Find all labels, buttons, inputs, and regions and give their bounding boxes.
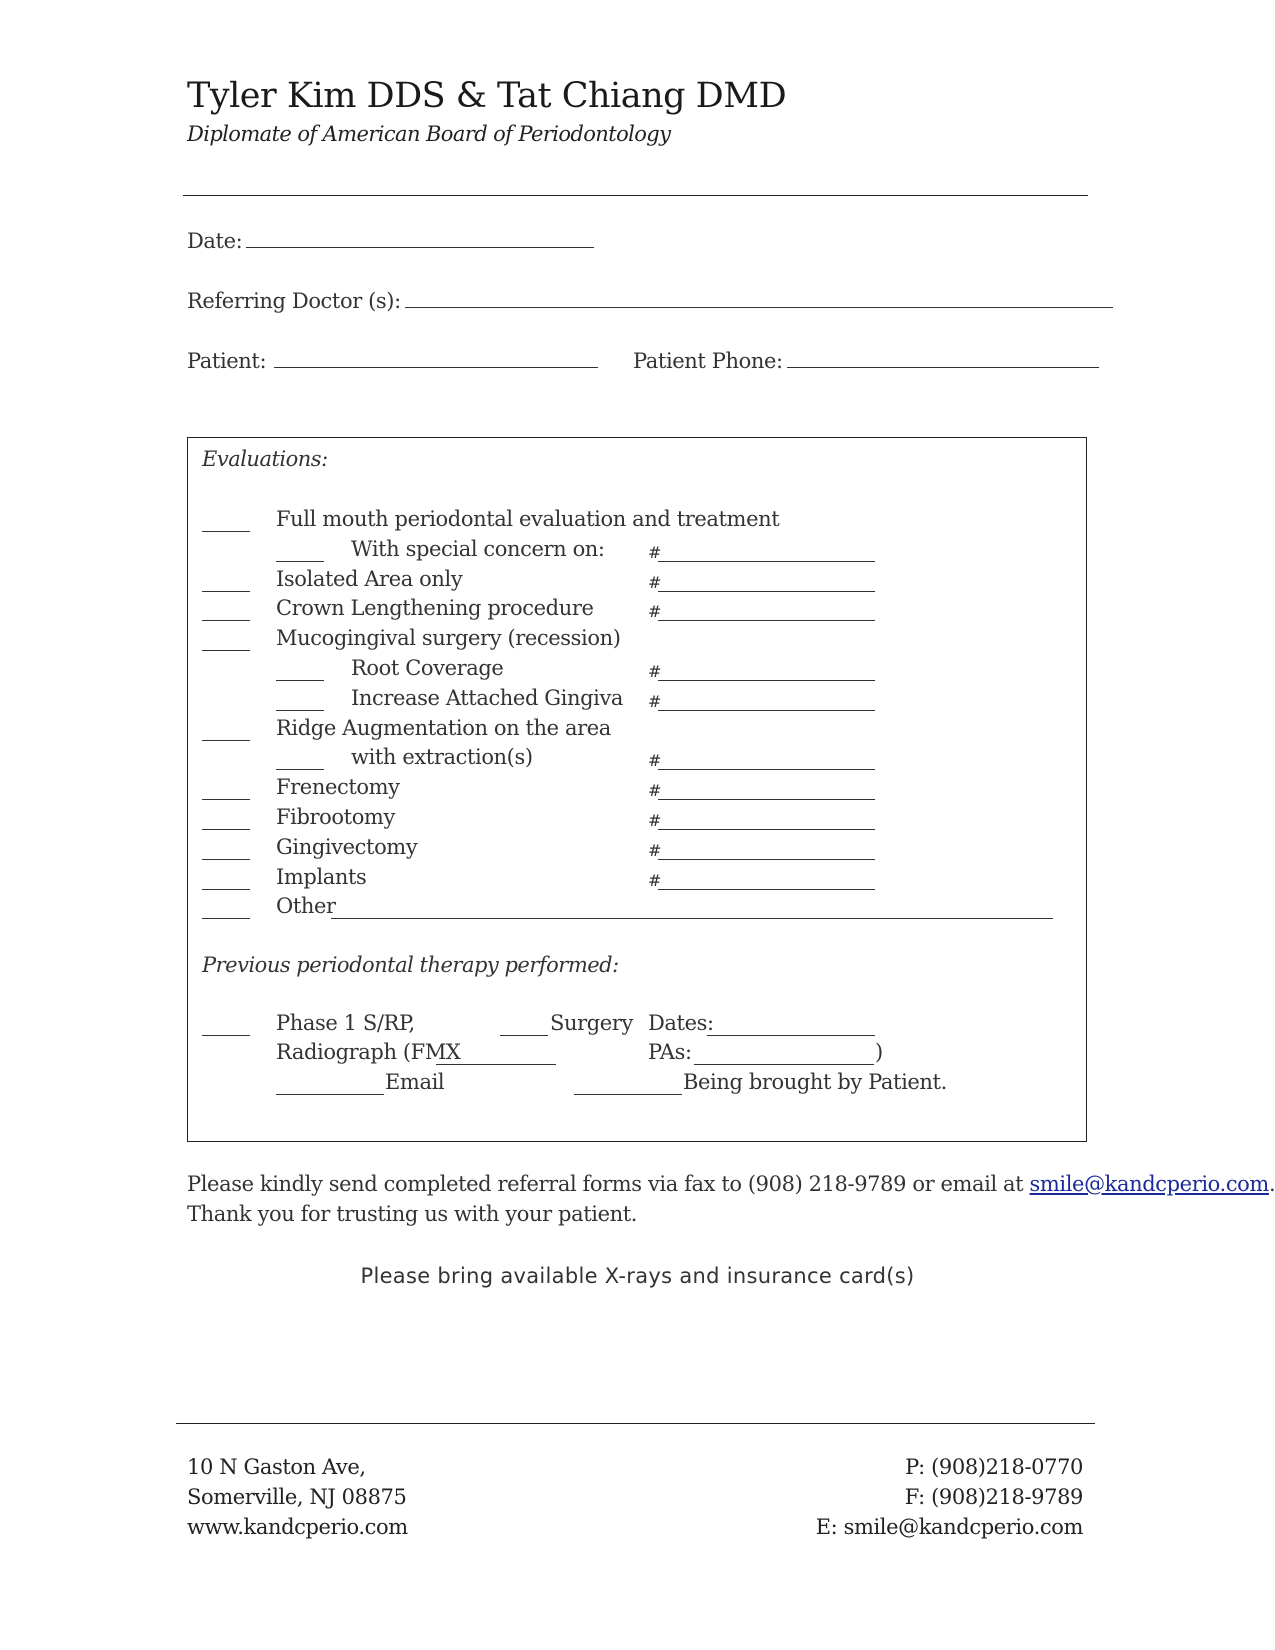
tooth-number-hash: #	[648, 840, 662, 860]
tooth-number-hash: #	[648, 870, 662, 890]
brought-checkbox-line[interactable]	[574, 1094, 682, 1095]
evaluation-checkbox-line[interactable]	[202, 531, 250, 532]
tooth-number-hash: #	[648, 781, 662, 801]
phase-label: Phase 1 S/RP,	[276, 1011, 415, 1035]
tooth-number-hash: #	[648, 751, 662, 771]
practice-subtitle: Diplomate of American Board of Periodontology	[187, 122, 671, 146]
tooth-number-input-line[interactable]	[658, 769, 875, 770]
footer-fax: F: (908)218-9789	[904, 1485, 1083, 1509]
tooth-number-input-line[interactable]	[658, 710, 875, 711]
radiograph-label: Radiograph (FMX	[276, 1040, 461, 1064]
evaluation-item-label: Crown Lengthening procedure	[276, 596, 594, 621]
footer-address-block	[187, 1452, 408, 1542]
evaluation-item-label: Isolated Area only	[276, 566, 463, 591]
tooth-number-input-line[interactable]	[658, 859, 875, 860]
evaluation-checkbox-line[interactable]	[202, 889, 250, 890]
footer-divider	[176, 1423, 1095, 1424]
tooth-number-hash: #	[648, 691, 662, 711]
evaluation-checkbox-line[interactable]	[276, 561, 324, 562]
footer-email: E: smile@kandcperio.com	[815, 1515, 1083, 1539]
email-option-label: Email	[385, 1070, 445, 1094]
previous-therapy-heading: Previous periodontal therapy performed:	[202, 953, 619, 977]
other-input-line[interactable]	[331, 918, 1053, 919]
evaluation-checkbox-line[interactable]	[276, 769, 324, 770]
evaluation-item-label: Implants	[276, 864, 367, 889]
tooth-number-hash: #	[648, 662, 662, 681]
dates-input-line[interactable]	[707, 1035, 875, 1036]
evaluation-item-label: Ridge Augmentation on the area	[276, 715, 611, 740]
tooth-number-input-line[interactable]	[658, 829, 875, 830]
evaluation-item-label: With special concern on:	[351, 536, 605, 561]
patient-label: Patient:	[187, 349, 267, 373]
tooth-number-hash: #	[648, 602, 662, 622]
pas-close-paren: )	[875, 1040, 883, 1064]
email-link[interactable]: smile@kandcperio.com	[1029, 1172, 1269, 1196]
evaluation-checkbox-line[interactable]	[202, 859, 250, 860]
date-label: Date:	[187, 229, 243, 253]
email-checkbox-line[interactable]	[276, 1094, 384, 1095]
evaluation-checkbox-line[interactable]	[202, 650, 250, 651]
patient-field	[187, 349, 598, 373]
evaluation-item-label: Root Coverage	[351, 656, 504, 680]
tooth-number-input-line[interactable]	[658, 799, 875, 800]
tooth-number-input-line[interactable]	[658, 591, 875, 592]
evaluation-checkbox-line[interactable]	[202, 829, 250, 830]
patient-phone-input-line[interactable]	[787, 366, 1099, 368]
referral-note-line1	[187, 1172, 1275, 1196]
tooth-number-input-line[interactable]	[658, 620, 875, 621]
evaluation-item-label: Frenectomy	[276, 775, 400, 800]
bring-xrays-notice: Please bring available X-rays and insurance card(s)	[360, 1264, 915, 1288]
phase-checkbox-line[interactable]	[202, 1035, 250, 1036]
evaluation-item-label: Gingivectomy	[276, 834, 418, 859]
referring-doctor-field	[187, 289, 1113, 313]
footer-contact-block	[816, 1452, 1083, 1542]
dates-label: Dates:	[648, 1011, 714, 1035]
referral-note-period: .	[1268, 1172, 1275, 1196]
evaluation-checkbox-line[interactable]	[202, 918, 250, 919]
date-field	[187, 229, 594, 253]
evaluation-checkbox-line[interactable]	[202, 591, 250, 592]
patient-input-line[interactable]	[274, 366, 598, 368]
tooth-number-hash: #	[648, 572, 662, 592]
footer-address-line1: 10 N Gaston Ave,	[187, 1455, 366, 1479]
practice-title: Tyler Kim DDS & Tat Chiang DMD	[187, 76, 787, 116]
referral-note-line2: Thank you for trusting us with your patient.	[187, 1202, 638, 1226]
pas-input-line[interactable]	[694, 1064, 874, 1065]
evaluation-item-label: Fibrootomy	[276, 805, 395, 829]
footer-address-line2: Somerville, NJ 08875	[187, 1485, 407, 1509]
evaluation-item-label: Increase Attached Gingiva	[351, 685, 624, 710]
date-input-line[interactable]	[246, 246, 594, 248]
evaluation-checkbox-line[interactable]	[276, 680, 324, 681]
patient-phone-label: Patient Phone:	[633, 349, 783, 373]
brought-option-label: Being brought by Patient.	[683, 1070, 947, 1094]
tooth-number-input-line[interactable]	[658, 561, 875, 562]
pas-label: PAs:	[648, 1040, 692, 1064]
tooth-number-input-line[interactable]	[658, 680, 875, 681]
evaluation-checkbox-line[interactable]	[202, 799, 250, 800]
tooth-number-hash: #	[648, 542, 662, 562]
evaluation-item-label: Mucogingival surgery (recession)	[276, 626, 621, 651]
tooth-number-input-line[interactable]	[658, 889, 875, 890]
footer-website[interactable]: www.kandcperio.com	[187, 1515, 408, 1539]
patient-phone-field	[633, 349, 1099, 373]
surgery-label: Surgery	[550, 1011, 633, 1035]
referral-note-text: Please kindly send completed referral forms via fax to (908) 218-9789 or email at	[187, 1172, 1024, 1196]
evaluations-heading: Evaluations:	[202, 447, 328, 471]
evaluation-item-label: Other	[276, 894, 336, 919]
surgery-checkbox-line[interactable]	[500, 1035, 548, 1036]
evaluation-checkbox-line[interactable]	[202, 740, 250, 741]
evaluation-checkbox-line[interactable]	[202, 620, 250, 621]
evaluation-item-label: with extraction(s)	[351, 745, 533, 770]
header-divider	[183, 195, 1088, 196]
referring-doctor-label: Referring Doctor (s):	[187, 289, 401, 313]
radiograph-input-line[interactable]	[436, 1064, 556, 1065]
referring-doctor-input-line[interactable]	[405, 306, 1113, 308]
evaluation-checkbox-line[interactable]	[276, 710, 324, 711]
tooth-number-hash: #	[648, 811, 662, 830]
evaluation-item-label: Full mouth periodontal evaluation and treatment	[276, 507, 780, 531]
footer-phone: P: (908)218-0770	[905, 1455, 1083, 1479]
